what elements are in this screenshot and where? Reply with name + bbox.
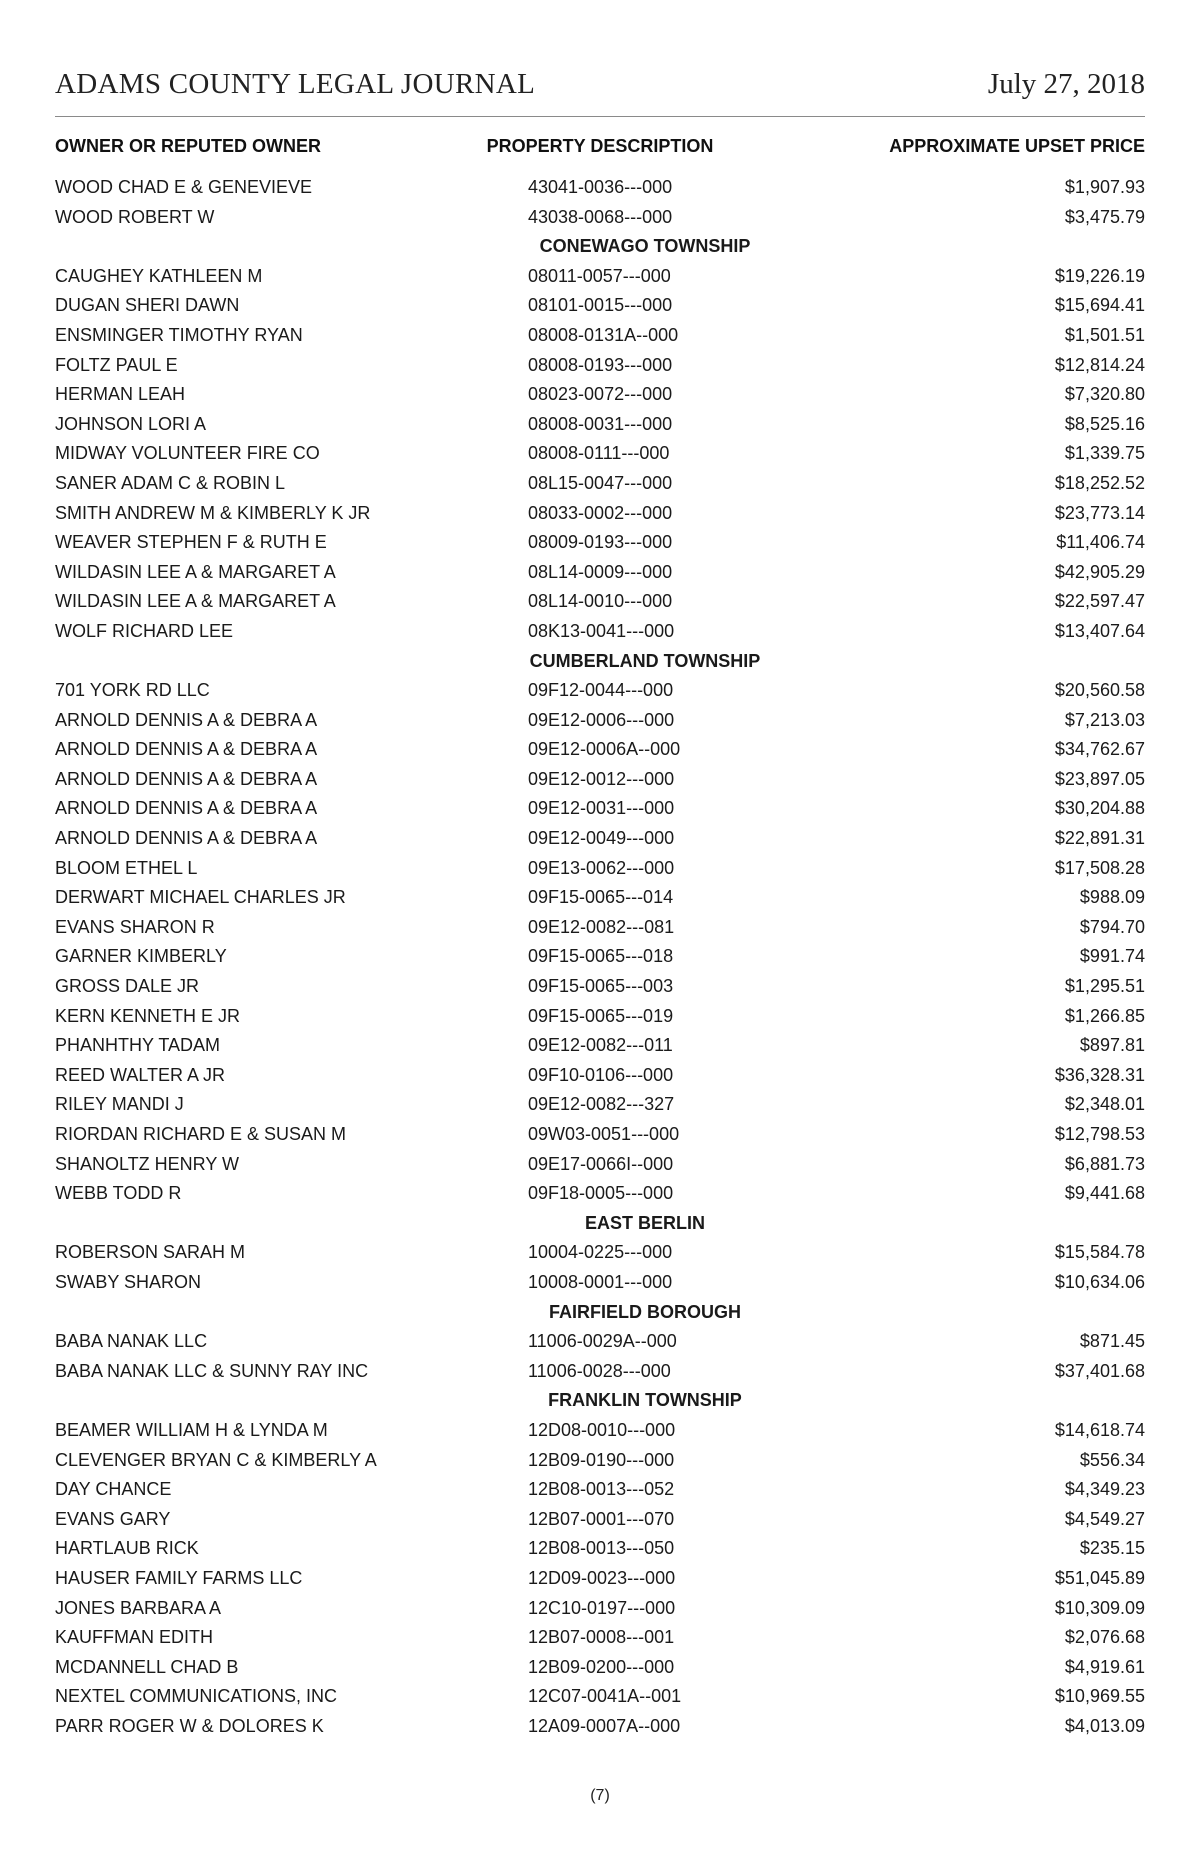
upset-price: $17,508.28 [1054,857,1145,878]
owner-name: GROSS DALE JR [55,976,200,997]
property-description: 08008-0193---000 [528,354,673,375]
property-description: 09E12-0082---011 [528,1035,673,1056]
upset-price: $4,013.09 [1064,1715,1145,1736]
property-row [55,471,1145,501]
property-description: 12B07-0008---001 [528,1627,675,1648]
property-description: 09F12-0044---000 [528,680,674,701]
upset-price: $51,045.89 [1054,1567,1145,1588]
property-description: 09E12-0012---000 [528,768,675,789]
property-description: 12C07-0041A--001 [528,1686,682,1707]
upset-price: $15,584.78 [1054,1242,1145,1263]
owner-name: ROBERSON SARAH M [55,1242,246,1263]
upset-price: $22,597.47 [1054,591,1145,612]
property-row [55,205,1145,235]
property-row [55,1477,1145,1507]
property-description: 43041-0036---000 [528,177,673,197]
owner-name: ARNOLD DENNIS A & DEBRA A [55,739,318,760]
property-description: 43038-0068---000 [528,206,673,227]
property-row [55,856,1145,886]
owner-name: FOLTZ PAUL E [55,354,178,375]
owner-name: DUGAN SHERI DAWN [55,295,240,316]
township-heading [55,649,1145,679]
upset-price: $12,798.53 [1054,1124,1145,1144]
property-row [55,974,1145,1004]
property-row [55,1152,1145,1182]
property-row [55,1625,1145,1655]
property-description: 09E12-0031---000 [528,798,675,819]
property-row [55,915,1145,945]
property-row [55,589,1145,619]
property-row [55,619,1145,649]
page-header [55,68,1145,117]
property-row [55,1240,1145,1270]
upset-price: $2,348.01 [1064,1094,1145,1115]
property-row [55,501,1145,531]
owner-name: JOHNSON LORI A [55,413,207,434]
property-row [55,264,1145,294]
price-column-header: APPROXIMATE UPSET PRICE [889,136,1145,156]
owner-name: CAUGHEY KATHLEEN M [55,265,263,286]
owner-name: GARNER KIMBERLY [55,946,227,967]
owner-name: WILDASIN LEE A & MARGARET A [55,561,336,582]
owner-name: BLOOM ETHEL L [55,857,198,878]
owner-name: HARTLAUB RICK [55,1538,199,1559]
township-heading [55,234,1145,264]
upset-price: $6,881.73 [1064,1153,1145,1174]
owner-name: ARNOLD DENNIS A & DEBRA A [55,709,318,730]
property-row [55,1122,1145,1152]
property-description: 09E17-0066I--000 [528,1153,674,1174]
owner-name: 701 YORK RD LLC [55,680,210,701]
property-row [55,1655,1145,1685]
owner-name: BABA NANAK LLC [55,1331,208,1352]
upset-price: $23,773.14 [1054,502,1145,523]
property-row [55,293,1145,323]
property-description: 09F15-0065---003 [528,976,674,997]
owner-name: MCDANNELL CHAD B [55,1656,239,1677]
property-description: 08009-0193---000 [528,532,673,553]
owner-name: RIORDAN RICHARD E & SUSAN M [55,1124,347,1144]
property-row [55,1507,1145,1537]
property-row [55,1596,1145,1626]
property-row [55,1418,1145,1448]
upset-price: $9,441.68 [1064,1183,1145,1204]
owner-name: HERMAN LEAH [55,384,186,405]
owner-name: EVANS SHARON R [55,916,215,937]
property-description: 11006-0028---000 [528,1360,671,1381]
property-row [55,1181,1145,1211]
upset-price: $13,407.64 [1054,620,1145,641]
page-number: (7) [590,1787,610,1804]
owner-name: DERWART MICHAEL CHARLES JR [55,887,346,908]
property-description: 08L14-0009---000 [528,561,673,582]
property-description: 10004-0225---000 [528,1242,673,1263]
upset-price: $1,339.75 [1064,443,1145,464]
property-row [55,1448,1145,1478]
property-row [55,1714,1145,1744]
owner-name: HAUSER FAMILY FARMS LLC [55,1567,303,1588]
property-description: 08023-0072---000 [528,384,673,405]
property-description: 09E12-0006---000 [528,709,675,730]
owner-name: JONES BARBARA A [55,1597,222,1618]
owner-name: WEAVER STEPHEN F & RUTH E [55,532,327,553]
property-row [55,412,1145,442]
property-description: 09E12-0006A--000 [528,739,681,760]
upset-price: $1,266.85 [1064,1005,1145,1026]
property-row [55,1359,1145,1389]
property-description: 09W03-0051---000 [528,1124,680,1144]
property-row [55,353,1145,383]
property-description: 09E12-0082---081 [528,916,675,937]
property-description: 08101-0015---000 [528,295,673,316]
owner-name: RILEY MANDI J [55,1094,184,1115]
property-row [55,382,1145,412]
property-description: 10008-0001---000 [528,1271,673,1292]
upset-price: $11,406.74 [1056,532,1145,553]
upset-price: $10,969.55 [1054,1686,1145,1707]
upset-price: $8,525.16 [1064,413,1145,434]
upset-price: $4,349.23 [1064,1479,1145,1500]
upset-price: $18,252.52 [1054,472,1145,493]
property-row [55,560,1145,590]
upset-price: $871.45 [1079,1331,1145,1352]
property-row [55,1270,1145,1300]
owner-name: CLEVENGER BRYAN C & KIMBERLY A [55,1449,377,1470]
upset-price: $42,905.29 [1054,561,1145,582]
upset-price: $556.34 [1079,1449,1145,1470]
upset-price: $1,907.93 [1064,177,1145,197]
owner-name: ENSMINGER TIMOTHY RYAN [55,324,303,345]
upset-price: $19,226.19 [1054,265,1145,286]
property-row [55,1566,1145,1596]
owner-column-header: OWNER OR REPUTED OWNER [55,136,322,156]
property-description: 09F15-0065---018 [528,946,674,967]
property-row [55,796,1145,826]
upset-price: $30,204.88 [1054,798,1145,819]
township-heading-label: CONEWAGO TOWNSHIP [539,236,751,257]
property-row [55,1033,1145,1063]
property-description: 09F15-0065---014 [528,887,674,908]
property-row [55,323,1145,353]
property-description: 12D08-0010---000 [528,1419,676,1440]
property-row [55,1329,1145,1359]
upset-price: $15,694.41 [1054,295,1145,316]
upset-price: $7,213.03 [1064,709,1145,730]
property-description: 12D09-0023---000 [528,1567,676,1588]
property-row [55,530,1145,560]
property-row [55,944,1145,974]
property-description: 09E12-0082---327 [528,1094,675,1115]
property-row [55,767,1145,797]
owner-name: EVANS GARY [55,1508,171,1529]
property-description: 08033-0002---000 [528,502,673,523]
property-row [55,678,1145,708]
upset-price: $22,891.31 [1054,828,1145,849]
property-row [55,1063,1145,1093]
owner-name: DAY CHANCE [55,1479,172,1500]
property-description: 08L15-0047---000 [528,472,673,493]
township-heading-label: CUMBERLAND TOWNSHIP [529,650,761,671]
property-list [55,175,1145,1743]
property-description: 09E13-0062---000 [528,857,675,878]
journal-title: ADAMS COUNTY LEGAL JOURNAL [55,68,536,100]
property-description: 12B09-0190---000 [528,1449,675,1470]
owner-name: NEXTEL COMMUNICATIONS, INC [55,1686,338,1707]
township-heading [55,1388,1145,1418]
upset-price: $23,897.05 [1054,768,1145,789]
township-heading-label: EAST BERLIN [584,1212,705,1233]
owner-name: PHANHTHY TADAM [55,1035,221,1056]
property-row [55,175,1145,205]
owner-name: SWABY SHARON [55,1271,202,1292]
property-row [55,708,1145,738]
owner-name: SANER ADAM C & ROBIN L [55,472,286,493]
owner-name: MIDWAY VOLUNTEER FIRE CO [55,443,320,464]
township-heading [55,1211,1145,1241]
property-description: 08008-0111---000 [528,443,670,464]
upset-price: $1,295.51 [1064,976,1145,997]
property-row [55,1536,1145,1566]
owner-name: BEAMER WILLIAM H & LYNDA M [55,1419,328,1440]
property-description: 09F18-0005---000 [528,1183,674,1204]
property-description: 08008-0031---000 [528,413,673,434]
property-description: 09F10-0106---000 [528,1064,674,1085]
upset-price: $7,320.80 [1064,384,1145,405]
owner-name: ARNOLD DENNIS A & DEBRA A [55,798,318,819]
upset-price: $36,328.31 [1054,1064,1145,1085]
upset-price: $897.81 [1079,1035,1145,1056]
property-description: 08L14-0010---000 [528,591,673,612]
property-description: 08K13-0041---000 [528,620,675,641]
column-headers [55,136,1145,160]
property-description: 12B07-0001---070 [528,1508,675,1529]
owner-name: REED WALTER A JR [55,1064,226,1085]
journal-date: July 27, 2018 [987,68,1145,100]
upset-price: $235.15 [1079,1538,1145,1559]
upset-price: $988.09 [1079,887,1145,908]
owner-name: WILDASIN LEE A & MARGARET A [55,591,336,612]
upset-price: $34,762.67 [1054,739,1145,760]
property-description: 08011-0057---000 [528,265,671,286]
upset-price: $10,634.06 [1054,1271,1145,1292]
upset-price: $3,475.79 [1064,206,1145,227]
owner-name: WOOD CHAD E & GENEVIEVE [55,177,313,197]
township-heading [55,1300,1145,1330]
property-description: 11006-0029A--000 [528,1331,677,1352]
township-heading-label: FRANKLIN TOWNSHIP [548,1390,742,1411]
property-description: 12A09-0007A--000 [528,1715,681,1736]
owner-name: WEBB TODD R [55,1183,182,1204]
owner-name: WOLF RICHARD LEE [55,620,234,641]
property-row [55,441,1145,471]
owner-name: KAUFFMAN EDITH [55,1627,214,1648]
property-row [55,737,1145,767]
upset-price: $4,549.27 [1064,1508,1145,1529]
upset-price: $14,618.74 [1054,1419,1145,1440]
upset-price: $1,501.51 [1064,324,1145,345]
owner-name: SHANOLTZ HENRY W [55,1153,240,1174]
property-description: 12B09-0200---000 [528,1656,675,1677]
upset-price: $991.74 [1079,946,1145,967]
description-column-header: PROPERTY DESCRIPTION [486,136,714,156]
upset-price: $37,401.68 [1054,1360,1145,1381]
property-description: 09E12-0049---000 [528,828,675,849]
upset-price: $2,076.68 [1064,1627,1145,1648]
property-description: 12B08-0013---050 [528,1538,675,1559]
property-row [55,826,1145,856]
owner-name: SMITH ANDREW M & KIMBERLY K JR [55,502,371,523]
property-row [55,1092,1145,1122]
township-heading-label: FAIRFIELD BOROUGH [549,1301,741,1322]
property-description: 08008-0131A--000 [528,324,679,345]
owner-name: KERN KENNETH E JR [55,1005,241,1026]
upset-price: $794.70 [1079,916,1145,937]
property-row [55,885,1145,915]
owner-name: WOOD ROBERT W [55,206,215,227]
owner-name: ARNOLD DENNIS A & DEBRA A [55,768,318,789]
property-description: 12B08-0013---052 [528,1479,675,1500]
property-row [55,1004,1145,1034]
owner-name: BABA NANAK LLC & SUNNY RAY INC [55,1360,369,1381]
property-description: 09F15-0065---019 [528,1005,674,1026]
owner-name: ARNOLD DENNIS A & DEBRA A [55,828,318,849]
upset-price: $10,309.09 [1054,1597,1145,1618]
upset-price: $12,814.24 [1054,354,1145,375]
owner-name: PARR ROGER W & DOLORES K [55,1715,324,1736]
upset-price: $4,919.61 [1064,1656,1145,1677]
property-row [55,1684,1145,1714]
upset-price: $20,560.58 [1054,680,1145,701]
property-description: 12C10-0197---000 [528,1597,676,1618]
